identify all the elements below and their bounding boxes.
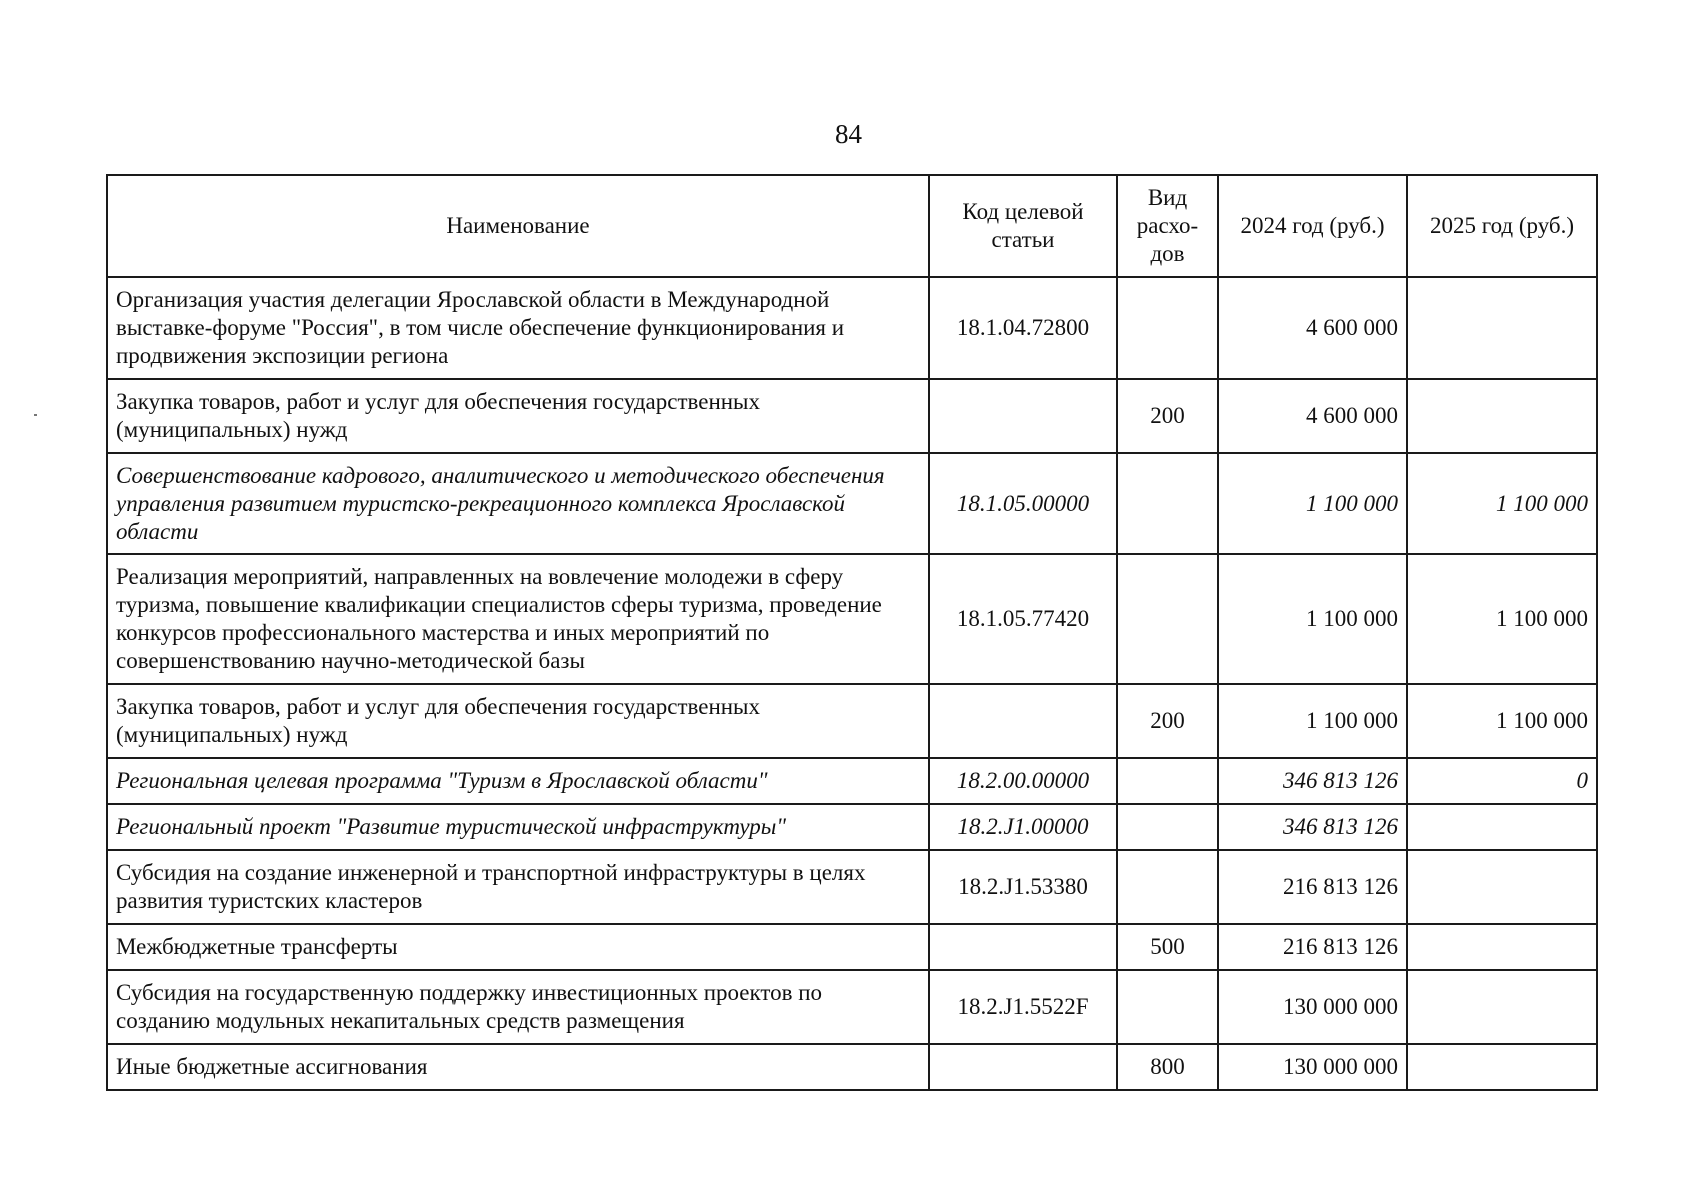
table-row bbox=[107, 970, 1597, 1044]
row-2025 bbox=[1407, 804, 1597, 850]
row-2024: 4 600 000 bbox=[1218, 277, 1407, 379]
row-2025 bbox=[1407, 924, 1597, 970]
row-name: Реализация мероприятий, направленных на вовлечение молодежи в сферу туризма, повышение квалификации специалистов сферы туризма, проведение конкурсов профессионального мастерства и иных мероприятий по совершенствованию научно-методической базы bbox=[107, 554, 929, 684]
row-2024: 130 000 000 bbox=[1218, 970, 1407, 1044]
row-2025 bbox=[1407, 850, 1597, 924]
row-code bbox=[929, 379, 1117, 453]
row-2025 bbox=[1407, 379, 1597, 453]
page-number: 84 bbox=[835, 119, 862, 149]
row-type bbox=[1117, 554, 1218, 684]
table-row bbox=[107, 758, 1597, 804]
row-type bbox=[1117, 453, 1218, 554]
row-2025: 1 100 000 bbox=[1407, 554, 1597, 684]
table-row bbox=[107, 684, 1597, 758]
table-row bbox=[107, 1044, 1597, 1090]
row-2025: 1 100 000 bbox=[1407, 684, 1597, 758]
row-code: 18.2.J1.5522F bbox=[929, 970, 1117, 1044]
row-2024: 1 100 000 bbox=[1218, 554, 1407, 684]
row-code bbox=[929, 1044, 1117, 1090]
row-name: Субсидия на государственную поддержку инвестиционных проектов по созданию модульных некапитальных средств размещения bbox=[107, 970, 929, 1044]
row-type bbox=[1117, 804, 1218, 850]
row-2024: 346 813 126 bbox=[1218, 758, 1407, 804]
table-row bbox=[107, 804, 1597, 850]
row-name: Закупка товаров, работ и услуг для обеспечения государственных (муниципальных) нужд bbox=[107, 684, 929, 758]
row-code: 18.2.J1.00000 bbox=[929, 804, 1117, 850]
row-2025 bbox=[1407, 277, 1597, 379]
row-code bbox=[929, 924, 1117, 970]
row-2025 bbox=[1407, 970, 1597, 1044]
table-row bbox=[107, 850, 1597, 924]
row-type bbox=[1117, 277, 1218, 379]
row-code bbox=[929, 684, 1117, 758]
row-2024: 1 100 000 bbox=[1218, 684, 1407, 758]
table-row bbox=[107, 379, 1597, 453]
row-code: 18.1.05.77420 bbox=[929, 554, 1117, 684]
row-2025 bbox=[1407, 1044, 1597, 1090]
row-type: 200 bbox=[1117, 379, 1218, 453]
header-code: Код целевой статьи bbox=[929, 175, 1117, 277]
table-row bbox=[107, 453, 1597, 554]
row-type: 500 bbox=[1117, 924, 1218, 970]
scan-speck bbox=[34, 414, 37, 416]
table-header-row bbox=[107, 175, 1597, 277]
row-2025: 1 100 000 bbox=[1407, 453, 1597, 554]
row-2024: 1 100 000 bbox=[1218, 453, 1407, 554]
row-code: 18.2.J1.53380 bbox=[929, 850, 1117, 924]
row-2024: 216 813 126 bbox=[1218, 850, 1407, 924]
row-name: Региональный проект "Развитие туристической инфраструктуры" bbox=[107, 804, 929, 850]
row-code: 18.2.00.00000 bbox=[929, 758, 1117, 804]
row-name: Субсидия на создание инженерной и транспортной инфраструктуры в целях развития туристских кластеров bbox=[107, 850, 929, 924]
budget-table bbox=[106, 174, 1598, 1091]
header-name: Наименование bbox=[107, 175, 929, 277]
row-name: Иные бюджетные ассигнования bbox=[107, 1044, 929, 1090]
row-2024: 216 813 126 bbox=[1218, 924, 1407, 970]
row-type bbox=[1117, 850, 1218, 924]
row-type bbox=[1117, 970, 1218, 1044]
row-2024: 130 000 000 bbox=[1218, 1044, 1407, 1090]
row-name: Межбюджетные трансферты bbox=[107, 924, 929, 970]
row-2024: 4 600 000 bbox=[1218, 379, 1407, 453]
row-name: Совершенствование кадрового, аналитического и методического обеспечения управления развитием туристско-рекреационного комплекса Ярославской области bbox=[107, 453, 929, 554]
header-2024: 2024 год (руб.) bbox=[1218, 175, 1407, 277]
row-name: Региональная целевая программа "Туризм в Ярославской области" bbox=[107, 758, 929, 804]
row-code: 18.1.04.72800 bbox=[929, 277, 1117, 379]
row-type bbox=[1117, 758, 1218, 804]
table-row bbox=[107, 554, 1597, 684]
table-row bbox=[107, 277, 1597, 379]
table-row bbox=[107, 924, 1597, 970]
row-name: Организация участия делегации Ярославской области в Международной выставке-форуме "Россия", в том числе обеспечение функционирования и продвижения экспозиции региона bbox=[107, 277, 929, 379]
row-type: 800 bbox=[1117, 1044, 1218, 1090]
header-type: Вид расхо-дов bbox=[1117, 175, 1218, 277]
row-type: 200 bbox=[1117, 684, 1218, 758]
row-name: Закупка товаров, работ и услуг для обеспечения государственных (муниципальных) нужд bbox=[107, 379, 929, 453]
row-2024: 346 813 126 bbox=[1218, 804, 1407, 850]
row-2025: 0 bbox=[1407, 758, 1597, 804]
header-2025: 2025 год (руб.) bbox=[1407, 175, 1597, 277]
row-code: 18.1.05.00000 bbox=[929, 453, 1117, 554]
